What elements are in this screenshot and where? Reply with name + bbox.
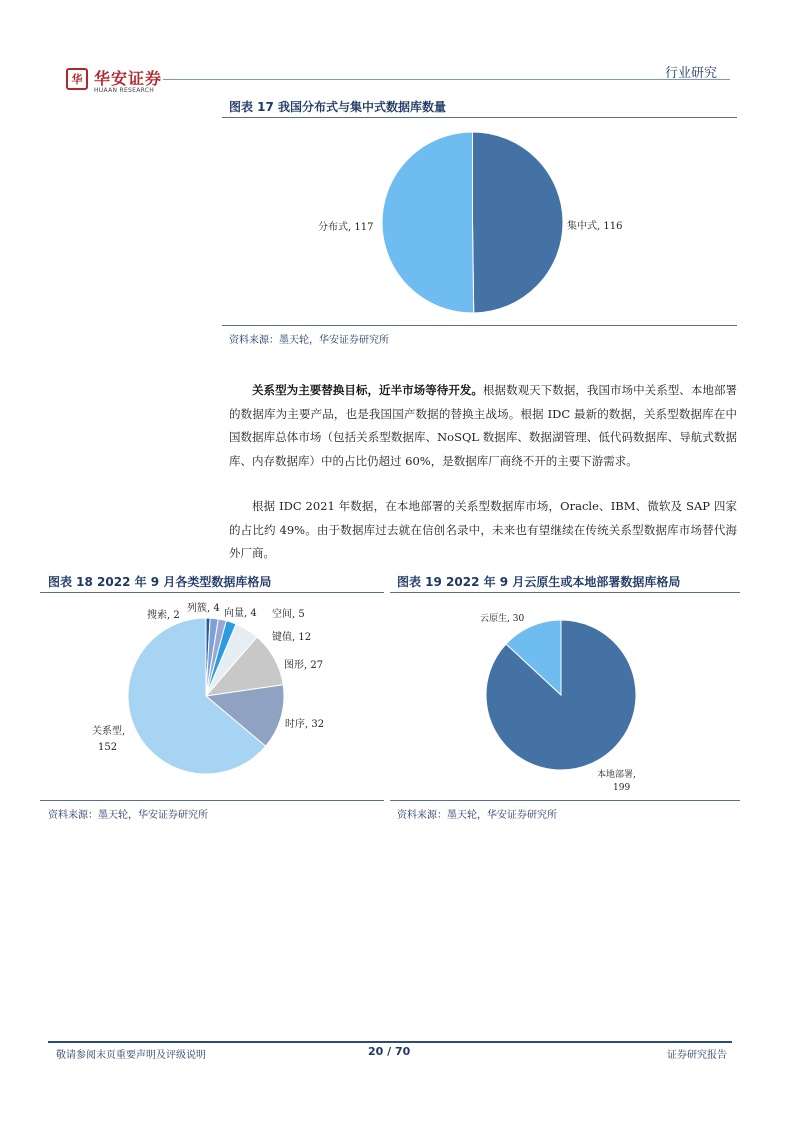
fig17-label-centralized: 集中式, 116	[567, 221, 623, 232]
fig18-label-timeseries: 时序, 32	[285, 719, 325, 730]
footer-disclaimer: 敬请参阅末页重要声明及评级说明	[56, 1050, 206, 1061]
fig19-pie-chart	[484, 618, 638, 772]
fig17-pie-chart	[380, 130, 565, 315]
fig18-bottom-rule	[40, 800, 384, 801]
fig17-slice-0	[473, 132, 564, 313]
fig18-title: 图表 18 2022 年 9 月各类型数据库格局	[48, 575, 272, 589]
logo-name: 华安证券	[94, 69, 163, 88]
logo-mark: 华	[71, 73, 83, 86]
fig19-bottom-rule	[390, 800, 740, 801]
page-number: 20 / 70	[368, 1045, 411, 1058]
fig19-source: 资料来源：墨天轮，华安证券研究所	[397, 810, 557, 821]
fig17-top-rule	[222, 117, 737, 118]
logo-en: HUAAN RESEARCH	[94, 87, 155, 94]
fig18-label-kv: 键值, 12	[272, 632, 312, 643]
fig17-slice-1	[382, 132, 474, 313]
fig19-title: 图表 19 2022 年 9 月云原生或本地部署数据库格局	[397, 575, 681, 589]
logo-icon	[66, 68, 88, 90]
fig18-label-relational-name: 关系型,	[92, 726, 126, 737]
paragraph-1	[229, 379, 737, 473]
header-section: 行业研究	[664, 66, 717, 81]
footer-rule	[48, 1041, 732, 1043]
fig18-top-rule	[40, 592, 384, 593]
fig17-label-distributed: 分布式, 117	[318, 222, 374, 233]
fig19-top-rule	[390, 592, 740, 593]
fig19-label-onprem-name: 本地部署,	[597, 770, 636, 780]
fig18-label-graph: 图形, 27	[284, 660, 324, 671]
header-rule	[163, 79, 730, 80]
fig17-title: 图表 17 我国分布式与集中式数据库数量	[229, 100, 447, 114]
fig18-label-column: 列簇, 4	[187, 603, 220, 614]
fig18-label-relational-value: 152	[98, 742, 118, 753]
fig19-label-onprem-value: 199	[613, 783, 631, 793]
paragraph-1-lead: 关系型为主要替换目标，近半市场等待开发。	[252, 383, 483, 397]
fig17-source: 资料来源：墨天轮，华安证券研究所	[229, 335, 389, 346]
fig18-label-search: 搜索, 2	[147, 610, 180, 621]
fig18-source: 资料来源：墨天轮，华安证券研究所	[48, 810, 208, 821]
fig18-label-vector: 向量, 4	[224, 608, 257, 619]
paragraph-1-text: 根据数观天下数据，我国市场中关系型、本地部署的数据库为主要产品，也是我国国产数据的替换主战场。根据 IDC 最新的数据，关系型数据库在中国数据库总体市场（包括关系型数据库、NoSQL 数据库、数据湖管理、低代码数据库、导航式数据库、内存数据库）中的占比仍超过 60%，是数据库厂商绕不开的主要下游需求。	[229, 383, 738, 468]
fig19-label-cloud: 云原生, 30	[480, 614, 525, 624]
paragraph-2: 根据 IDC 2021 年数据，在本地部署的关系型数据库市场，Oracle、IBM、微软及 SAP 四家的占比约 49%。由于数据库过去就在信创名录中，未来也有望继续在传统关系型数据库市场替代海外厂商。	[229, 499, 737, 560]
footer-report-type: 证券研究报告	[667, 1050, 727, 1061]
fig18-pie-chart	[126, 616, 286, 776]
fig17-bottom-rule	[222, 325, 737, 326]
fig18-label-spatial: 空间, 5	[272, 609, 305, 620]
